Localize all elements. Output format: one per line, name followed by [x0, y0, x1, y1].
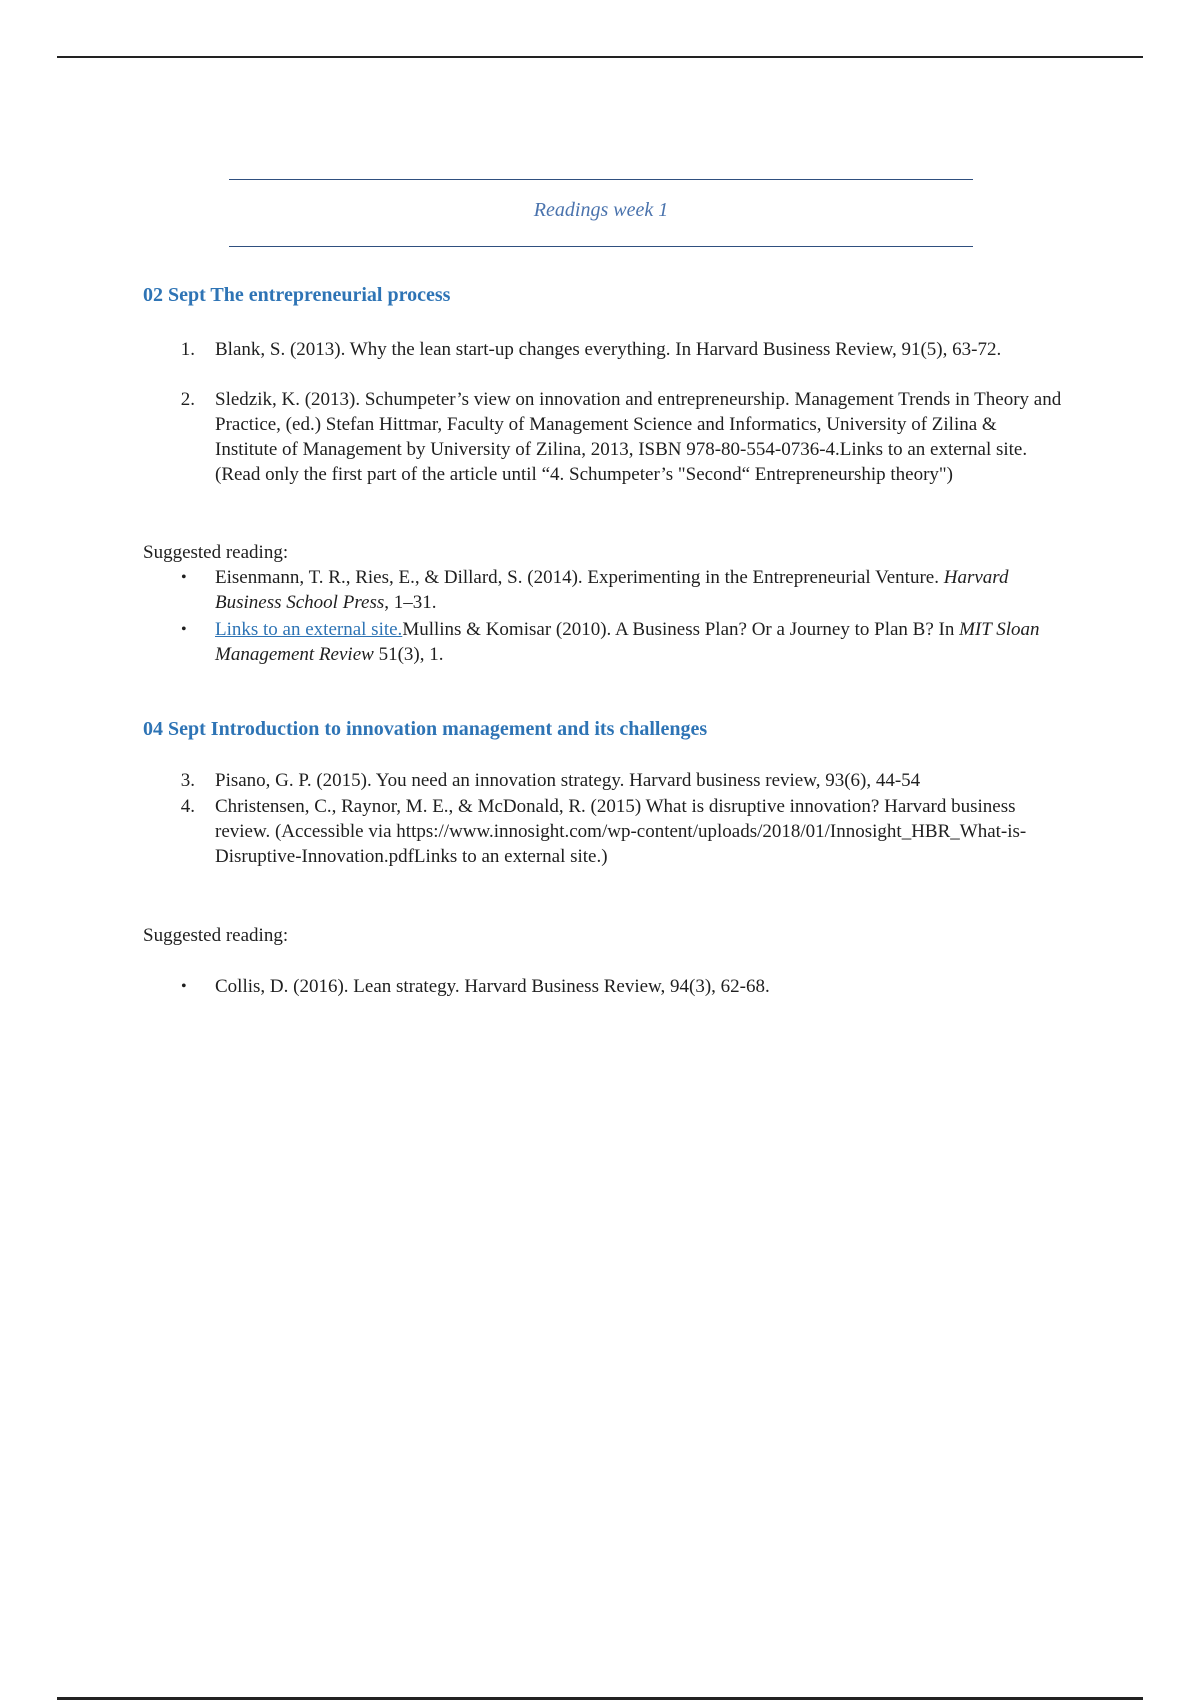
bullet-marker: •: [181, 978, 187, 995]
bullet-marker: •: [181, 621, 187, 638]
external-site-link[interactable]: Links to an external site.: [215, 619, 403, 640]
suggested-reading-item: [143, 617, 1063, 667]
section-heading-entrepreneurial-process: 02 Sept The entrepreneurial process: [143, 284, 451, 306]
reading-item: [143, 337, 1063, 362]
citation-text: 51(3), 1.: [373, 644, 444, 665]
title-block: [229, 179, 973, 247]
citation-text: Mullins & Komisar (2010). A Business Plan? Or a Journey to Plan B? In: [402, 619, 960, 640]
title-upper-rule: [229, 179, 973, 180]
reading-number: 2.: [180, 389, 195, 410]
suggested-reading-item: [143, 974, 1063, 999]
reading-item: [143, 794, 1063, 869]
citation-text: , 1–31.: [384, 592, 437, 613]
reading-citation: Blank, S. (2013). Why the lean start-up changes everything. In Harvard Business Review, 91(5), 63-72.: [215, 339, 1002, 360]
document-title: Readings week 1: [533, 199, 669, 221]
journal-title: Harvard Business School Press: [215, 567, 1009, 613]
citation-text: Eisenmann, T. R., Ries, E., & Dillard, S. (2014). Experimenting in the Entrepreneurial Venture.: [215, 567, 944, 588]
suggested-reading-label: Suggested reading:: [143, 925, 289, 946]
reading-citation: Pisano, G. P. (2015). You need an innovation strategy. Harvard business review, 93(6), 44-54: [215, 770, 921, 791]
reading-citation: Christensen, C., Raynor, M. E., & McDonald, R. (2015) What is disruptive innovation? Harvard business review. (Accessible via https://www.innosight.com/wp-content/uploads/2018/01/Innosight_HBR_What-is-Disruptive-Innovation.pdfLinks to an external site.): [215, 796, 1027, 867]
suggested-citation: [215, 617, 1063, 667]
page-top-rule: [57, 56, 1143, 58]
reading-item: [143, 768, 1063, 793]
reading-item: [143, 387, 1063, 487]
suggested-citation: Collis, D. (2016). Lean strategy. Harvard Business Review, 94(3), 62-68.: [215, 976, 770, 997]
suggested-reading-label: Suggested reading:: [143, 542, 289, 563]
section-heading-innovation-management: 04 Sept Introduction to innovation management and its challenges: [143, 718, 708, 740]
bullet-marker: •: [181, 569, 187, 586]
reading-citation: Sledzik, K. (2013). Schumpeter’s view on innovation and entrepreneurship. Management Trends in Theory and Practice, (ed.) Stefan Hittmar, Faculty of Management Science and Informatics, University of Zilina & Institute of Management by University of Zilina, 2013, ISBN 978-80-554-0736-4.Links to an external site. (Read only the first part of the article until “4. Schumpeter’s "Second“ Entrepreneurship theory"): [215, 389, 1062, 485]
reading-number: 4.: [180, 796, 195, 817]
reading-number: 1.: [180, 339, 195, 360]
journal-title: MIT Sloan Management Review: [215, 619, 1040, 665]
title-lower-rule: [229, 246, 973, 247]
suggested-citation: [215, 565, 1063, 615]
suggested-reading-item: [143, 565, 1063, 615]
reading-number: 3.: [180, 770, 195, 791]
